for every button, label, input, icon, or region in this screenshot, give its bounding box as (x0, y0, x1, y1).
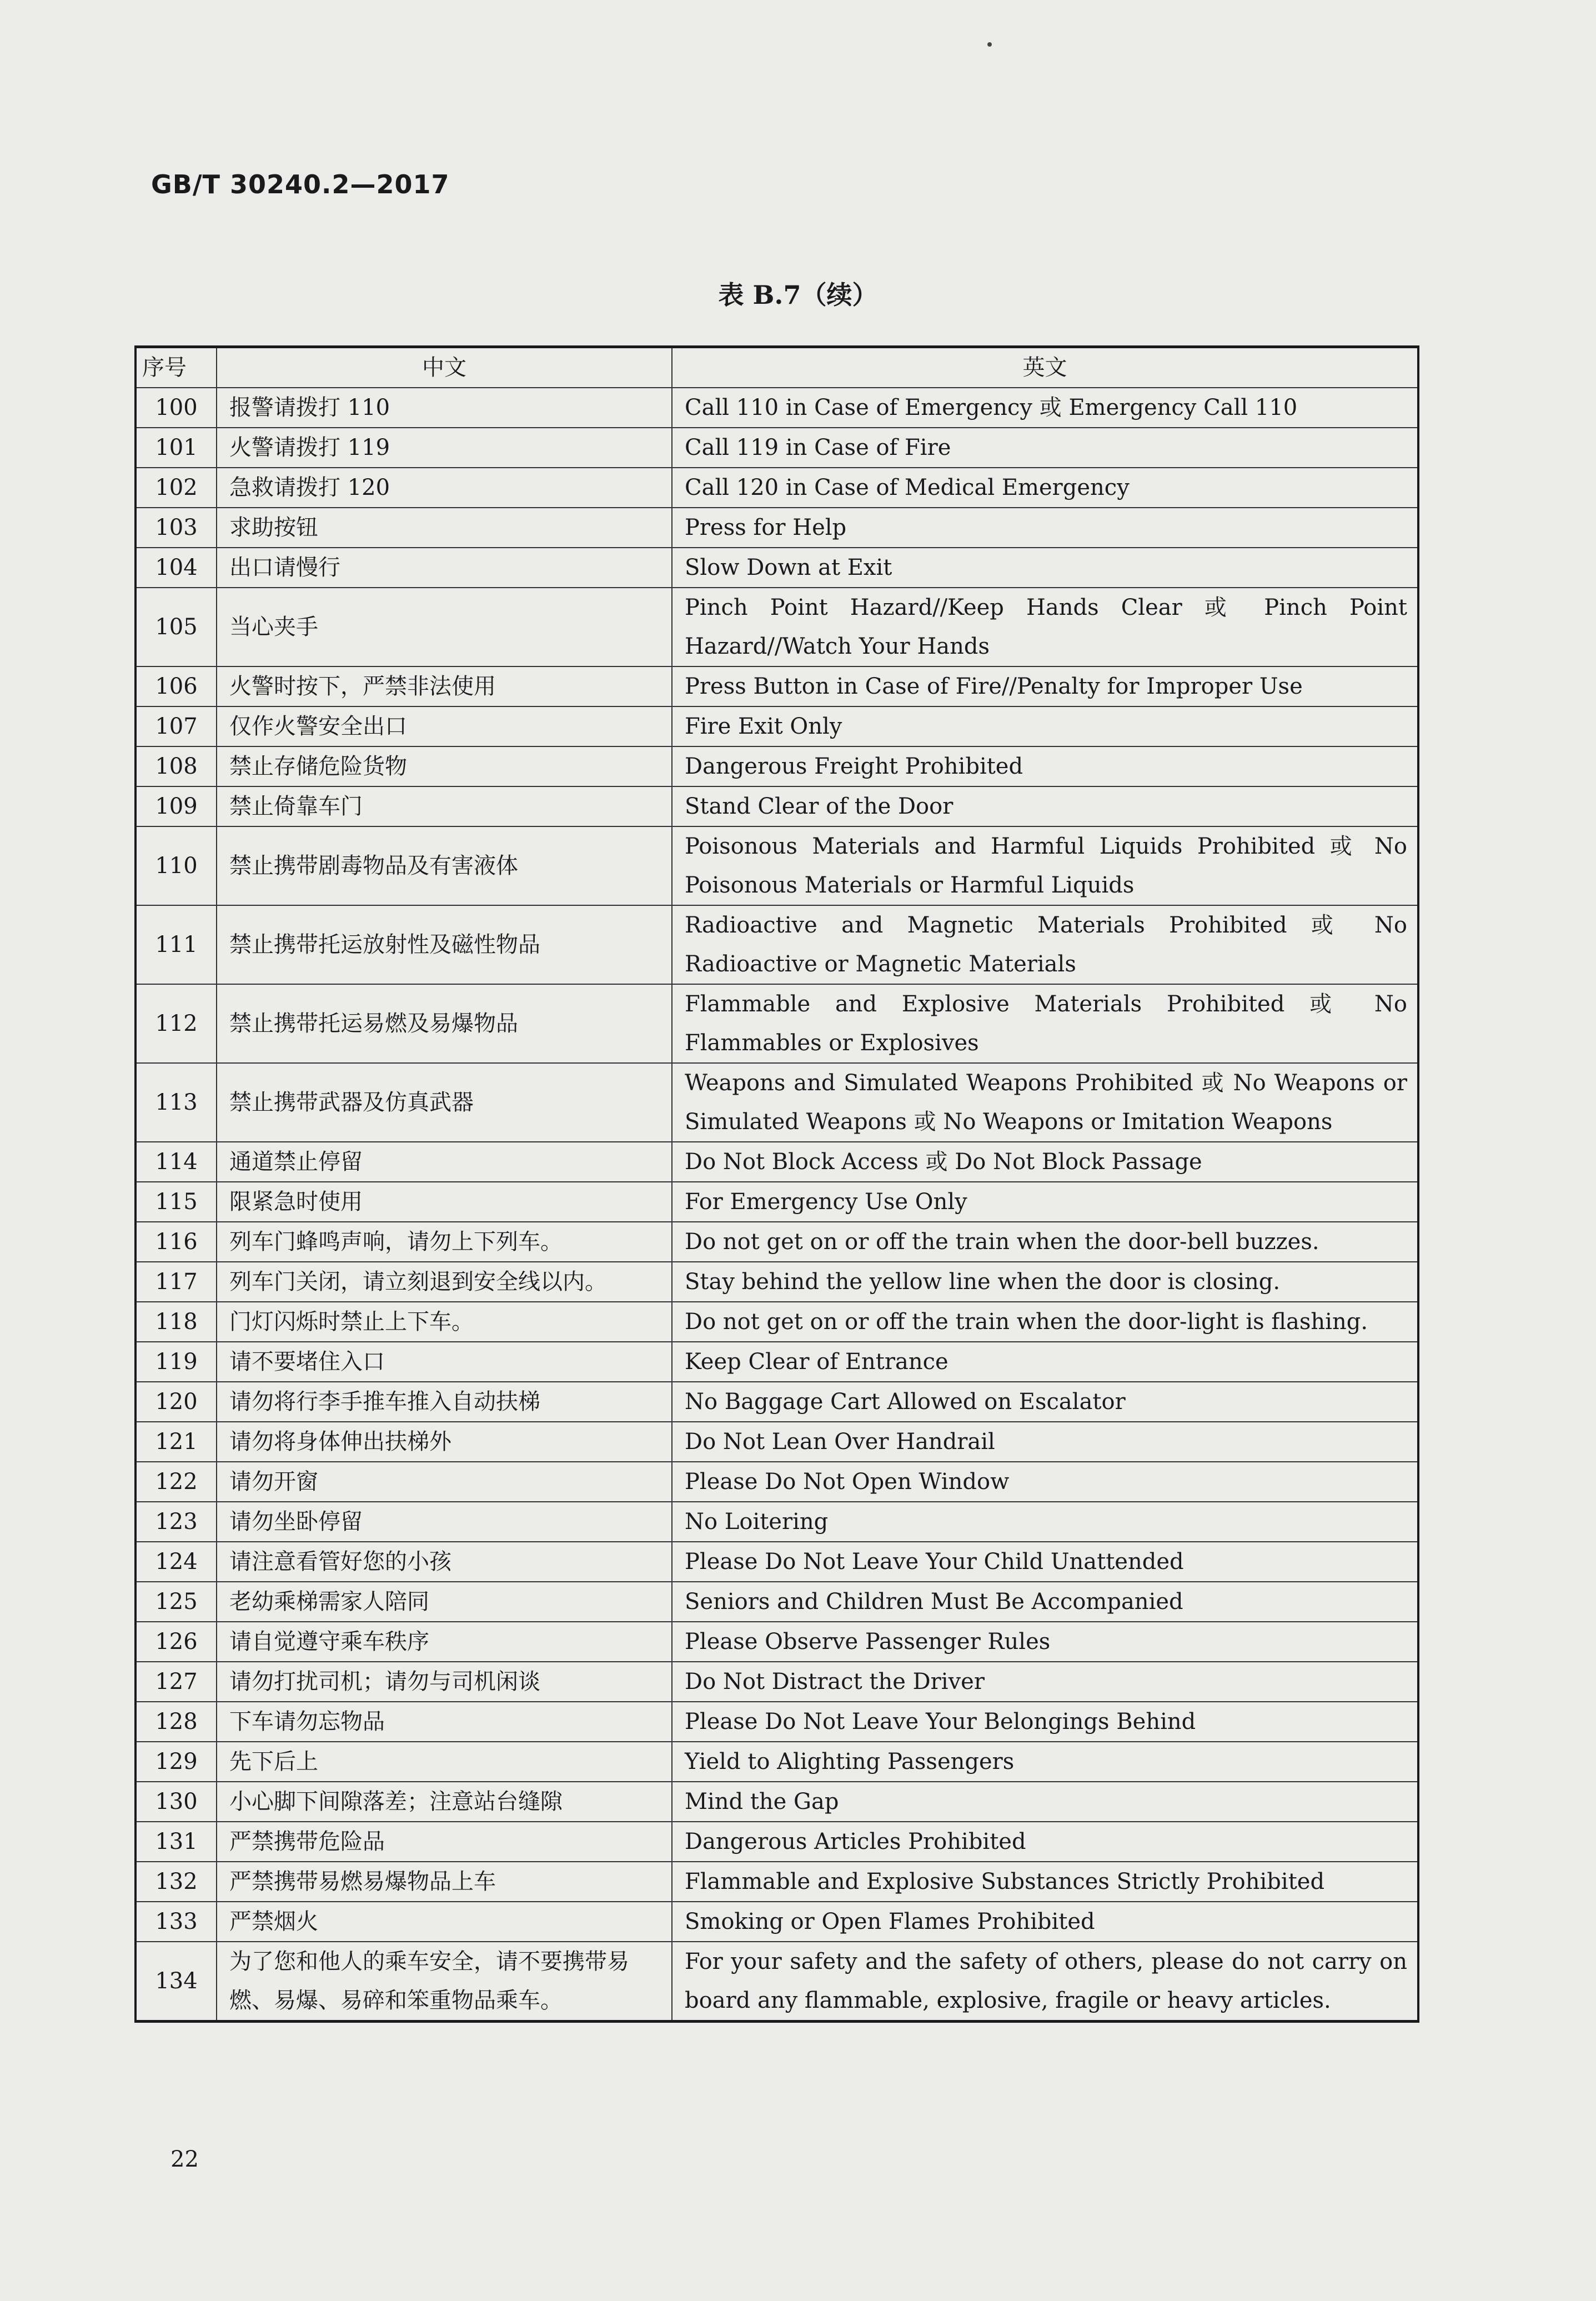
row-english-cell: Slow Down at Exit (672, 548, 1418, 588)
row-number-cell: 129 (135, 1742, 217, 1782)
row-english-cell: Flammable and Explosive Materials Prohibited 或 No Flammables or Explosives (672, 984, 1418, 1063)
table-row (135, 746, 1418, 786)
row-chinese-cell: 严禁烟火 (217, 1902, 672, 1942)
row-chinese-cell: 严禁携带易燃易爆物品上车 (217, 1862, 672, 1902)
row-number-cell: 104 (135, 548, 217, 588)
table-row (135, 1782, 1418, 1822)
row-chinese-cell: 请注意看管好您的小孩 (217, 1542, 672, 1582)
table-row (135, 1822, 1418, 1862)
row-english-cell: Pinch Point Hazard//Keep Hands Clear 或 Pinch Point Hazard//Watch Your Hands (672, 588, 1418, 666)
table-row (135, 1382, 1418, 1422)
table-row (135, 1142, 1418, 1182)
table-row (135, 1742, 1418, 1782)
row-chinese-cell: 下车请勿忘物品 (217, 1702, 672, 1742)
row-english-cell: Do Not Block Access 或 Do Not Block Passage (672, 1142, 1418, 1182)
row-chinese-cell: 当心夹手 (217, 588, 672, 666)
table-row (135, 666, 1418, 706)
row-number-cell: 115 (135, 1182, 217, 1222)
scan-speck (987, 42, 992, 47)
row-chinese-cell: 仅作火警安全出口 (217, 706, 672, 746)
row-number-cell: 105 (135, 588, 217, 666)
table-row (135, 1582, 1418, 1622)
table-row (135, 984, 1418, 1063)
row-english-cell: Do Not Distract the Driver (672, 1662, 1418, 1702)
row-number-cell: 120 (135, 1382, 217, 1422)
row-number-cell: 106 (135, 666, 217, 706)
row-chinese-cell: 请不要堵住入口 (217, 1342, 672, 1382)
row-english-cell: Fire Exit Only (672, 706, 1418, 746)
table-body (135, 388, 1418, 2022)
table-row (135, 588, 1418, 666)
row-chinese-cell: 门灯闪烁时禁止上下车。 (217, 1302, 672, 1342)
row-english-cell: For Emergency Use Only (672, 1182, 1418, 1222)
row-chinese-cell: 通道禁止停留 (217, 1142, 672, 1182)
row-number-cell: 124 (135, 1542, 217, 1582)
row-english-cell: Please Do Not Open Window (672, 1462, 1418, 1502)
row-chinese-cell: 限紧急时使用 (217, 1182, 672, 1222)
table-row (135, 1662, 1418, 1702)
row-chinese-cell: 急救请拨打 120 (217, 468, 672, 508)
row-english-cell: Do not get on or off the train when the door-light is flashing. (672, 1302, 1418, 1342)
row-number-cell: 126 (135, 1622, 217, 1662)
row-number-cell: 132 (135, 1862, 217, 1902)
row-chinese-cell: 禁止存储危险货物 (217, 746, 672, 786)
row-english-cell: Call 119 in Case of Fire (672, 428, 1418, 468)
row-number-cell: 133 (135, 1902, 217, 1942)
row-chinese-cell: 求助按钮 (217, 508, 672, 548)
row-number-cell: 130 (135, 1782, 217, 1822)
row-chinese-cell: 禁止携带托运易燃及易爆物品 (217, 984, 672, 1063)
row-english-cell: Yield to Alighting Passengers (672, 1742, 1418, 1782)
row-number-cell: 111 (135, 905, 217, 984)
row-chinese-cell: 火警时按下，严禁非法使用 (217, 666, 672, 706)
table-row (135, 1182, 1418, 1222)
row-english-cell: Seniors and Children Must Be Accompanied (672, 1582, 1418, 1622)
header-no: 序号 (135, 347, 217, 388)
row-english-cell: Keep Clear of Entrance (672, 1342, 1418, 1382)
table-title: 表 B.7（续） (718, 280, 878, 310)
header-en: 英文 (672, 347, 1418, 388)
row-english-cell: Stay behind the yellow line when the door is closing. (672, 1262, 1418, 1302)
row-english-cell: Poisonous Materials and Harmful Liquids Prohibited 或 No Poisonous Materials or Harmful Liquids (672, 826, 1418, 905)
row-number-cell: 109 (135, 786, 217, 826)
table-row (135, 826, 1418, 905)
row-english-cell: Press for Help (672, 508, 1418, 548)
table-row (135, 508, 1418, 548)
table-row (135, 1422, 1418, 1462)
row-chinese-cell: 为了您和他人的乘车安全，请不要携带易燃、易爆、易碎和笨重物品乘车。 (217, 1942, 672, 2022)
table-row (135, 468, 1418, 508)
table-row (135, 388, 1418, 428)
table-row (135, 1342, 1418, 1382)
row-chinese-cell: 请勿坐卧停留 (217, 1502, 672, 1542)
row-chinese-cell: 火警请拨打 119 (217, 428, 672, 468)
table-row (135, 1462, 1418, 1502)
table-row (135, 1622, 1418, 1662)
row-chinese-cell: 出口请慢行 (217, 548, 672, 588)
row-chinese-cell: 请自觉遵守乘车秩序 (217, 1622, 672, 1662)
row-english-cell: Dangerous Articles Prohibited (672, 1822, 1418, 1862)
row-number-cell: 123 (135, 1502, 217, 1542)
row-chinese-cell: 先下后上 (217, 1742, 672, 1782)
row-number-cell: 100 (135, 388, 217, 428)
row-number-cell: 116 (135, 1222, 217, 1262)
table-row (135, 1063, 1418, 1142)
row-chinese-cell: 列车门关闭，请立刻退到安全线以内。 (217, 1262, 672, 1302)
row-chinese-cell: 请勿打扰司机；请勿与司机闲谈 (217, 1662, 672, 1702)
row-number-cell: 113 (135, 1063, 217, 1142)
row-chinese-cell: 老幼乘梯需家人陪同 (217, 1582, 672, 1622)
row-chinese-cell: 禁止倚靠车门 (217, 786, 672, 826)
table-row (135, 1262, 1418, 1302)
table-row (135, 1542, 1418, 1582)
row-number-cell: 110 (135, 826, 217, 905)
table-header-row (135, 347, 1418, 388)
table-row (135, 1222, 1418, 1262)
row-chinese-cell: 列车门蜂鸣声响，请勿上下列车。 (217, 1222, 672, 1262)
table-row (135, 786, 1418, 826)
row-number-cell: 103 (135, 508, 217, 548)
table-row (135, 905, 1418, 984)
row-english-cell: For your safety and the safety of others, please do not carry on board any flammable, explosive, fragile or heavy articles. (672, 1942, 1418, 2022)
row-number-cell: 108 (135, 746, 217, 786)
row-english-cell: Do Not Lean Over Handrail (672, 1422, 1418, 1462)
row-chinese-cell: 禁止携带剧毒物品及有害液体 (217, 826, 672, 905)
row-chinese-cell: 报警请拨打 110 (217, 388, 672, 428)
row-number-cell: 117 (135, 1262, 217, 1302)
row-english-cell: Press Button in Case of Fire//Penalty for Improper Use (672, 666, 1418, 706)
row-number-cell: 128 (135, 1702, 217, 1742)
row-chinese-cell: 禁止携带武器及仿真武器 (217, 1063, 672, 1142)
table-row (135, 1702, 1418, 1742)
row-number-cell: 122 (135, 1462, 217, 1502)
row-number-cell: 119 (135, 1342, 217, 1382)
row-chinese-cell: 严禁携带危险品 (217, 1822, 672, 1862)
row-english-cell: Weapons and Simulated Weapons Prohibited 或 No Weapons or Simulated Weapons 或 No Weapons or Imitation Weapons (672, 1063, 1418, 1142)
row-chinese-cell: 请勿将身体伸出扶梯外 (217, 1422, 672, 1462)
row-chinese-cell: 请勿开窗 (217, 1462, 672, 1502)
table-row (135, 1502, 1418, 1542)
page-number: 22 (170, 2147, 199, 2172)
row-english-cell: Stand Clear of the Door (672, 786, 1418, 826)
row-number-cell: 112 (135, 984, 217, 1063)
row-number-cell: 118 (135, 1302, 217, 1342)
row-english-cell: Please Do Not Leave Your Belongings Behind (672, 1702, 1418, 1742)
row-english-cell: Call 110 in Case of Emergency 或 Emergency Call 110 (672, 388, 1418, 428)
row-number-cell: 131 (135, 1822, 217, 1862)
row-english-cell: Call 120 in Case of Medical Emergency (672, 468, 1418, 508)
standard-code: GB/T 30240.2—2017 (151, 169, 450, 199)
row-chinese-cell: 请勿将行李手推车推入自动扶梯 (217, 1382, 672, 1422)
row-chinese-cell: 小心脚下间隙落差；注意站台缝隙 (217, 1782, 672, 1822)
row-english-cell: Mind the Gap (672, 1782, 1418, 1822)
row-number-cell: 101 (135, 428, 217, 468)
row-number-cell: 127 (135, 1662, 217, 1702)
row-english-cell: No Baggage Cart Allowed on Escalator (672, 1382, 1418, 1422)
table-row (135, 1902, 1418, 1942)
table-row (135, 706, 1418, 746)
row-english-cell: Please Observe Passenger Rules (672, 1622, 1418, 1662)
header-zh: 中文 (217, 347, 672, 388)
row-english-cell: Flammable and Explosive Substances Strictly Prohibited (672, 1862, 1418, 1902)
row-number-cell: 125 (135, 1582, 217, 1622)
table-row (135, 1862, 1418, 1902)
row-english-cell: Radioactive and Magnetic Materials Prohibited 或 No Radioactive or Magnetic Materials (672, 905, 1418, 984)
table-row (135, 548, 1418, 588)
row-number-cell: 114 (135, 1142, 217, 1182)
table-row (135, 1302, 1418, 1342)
table-row (135, 1942, 1418, 2022)
row-number-cell: 107 (135, 706, 217, 746)
table-row (135, 428, 1418, 468)
row-chinese-cell: 禁止携带托运放射性及磁性物品 (217, 905, 672, 984)
row-english-cell: Please Do Not Leave Your Child Unattended (672, 1542, 1418, 1582)
row-english-cell: Dangerous Freight Prohibited (672, 746, 1418, 786)
row-number-cell: 134 (135, 1942, 217, 2022)
row-english-cell: No Loitering (672, 1502, 1418, 1542)
row-number-cell: 102 (135, 468, 217, 508)
row-english-cell: Do not get on or off the train when the door-bell buzzes. (672, 1222, 1418, 1262)
row-english-cell: Smoking or Open Flames Prohibited (672, 1902, 1418, 1942)
row-number-cell: 121 (135, 1422, 217, 1462)
term-table (134, 345, 1419, 2023)
